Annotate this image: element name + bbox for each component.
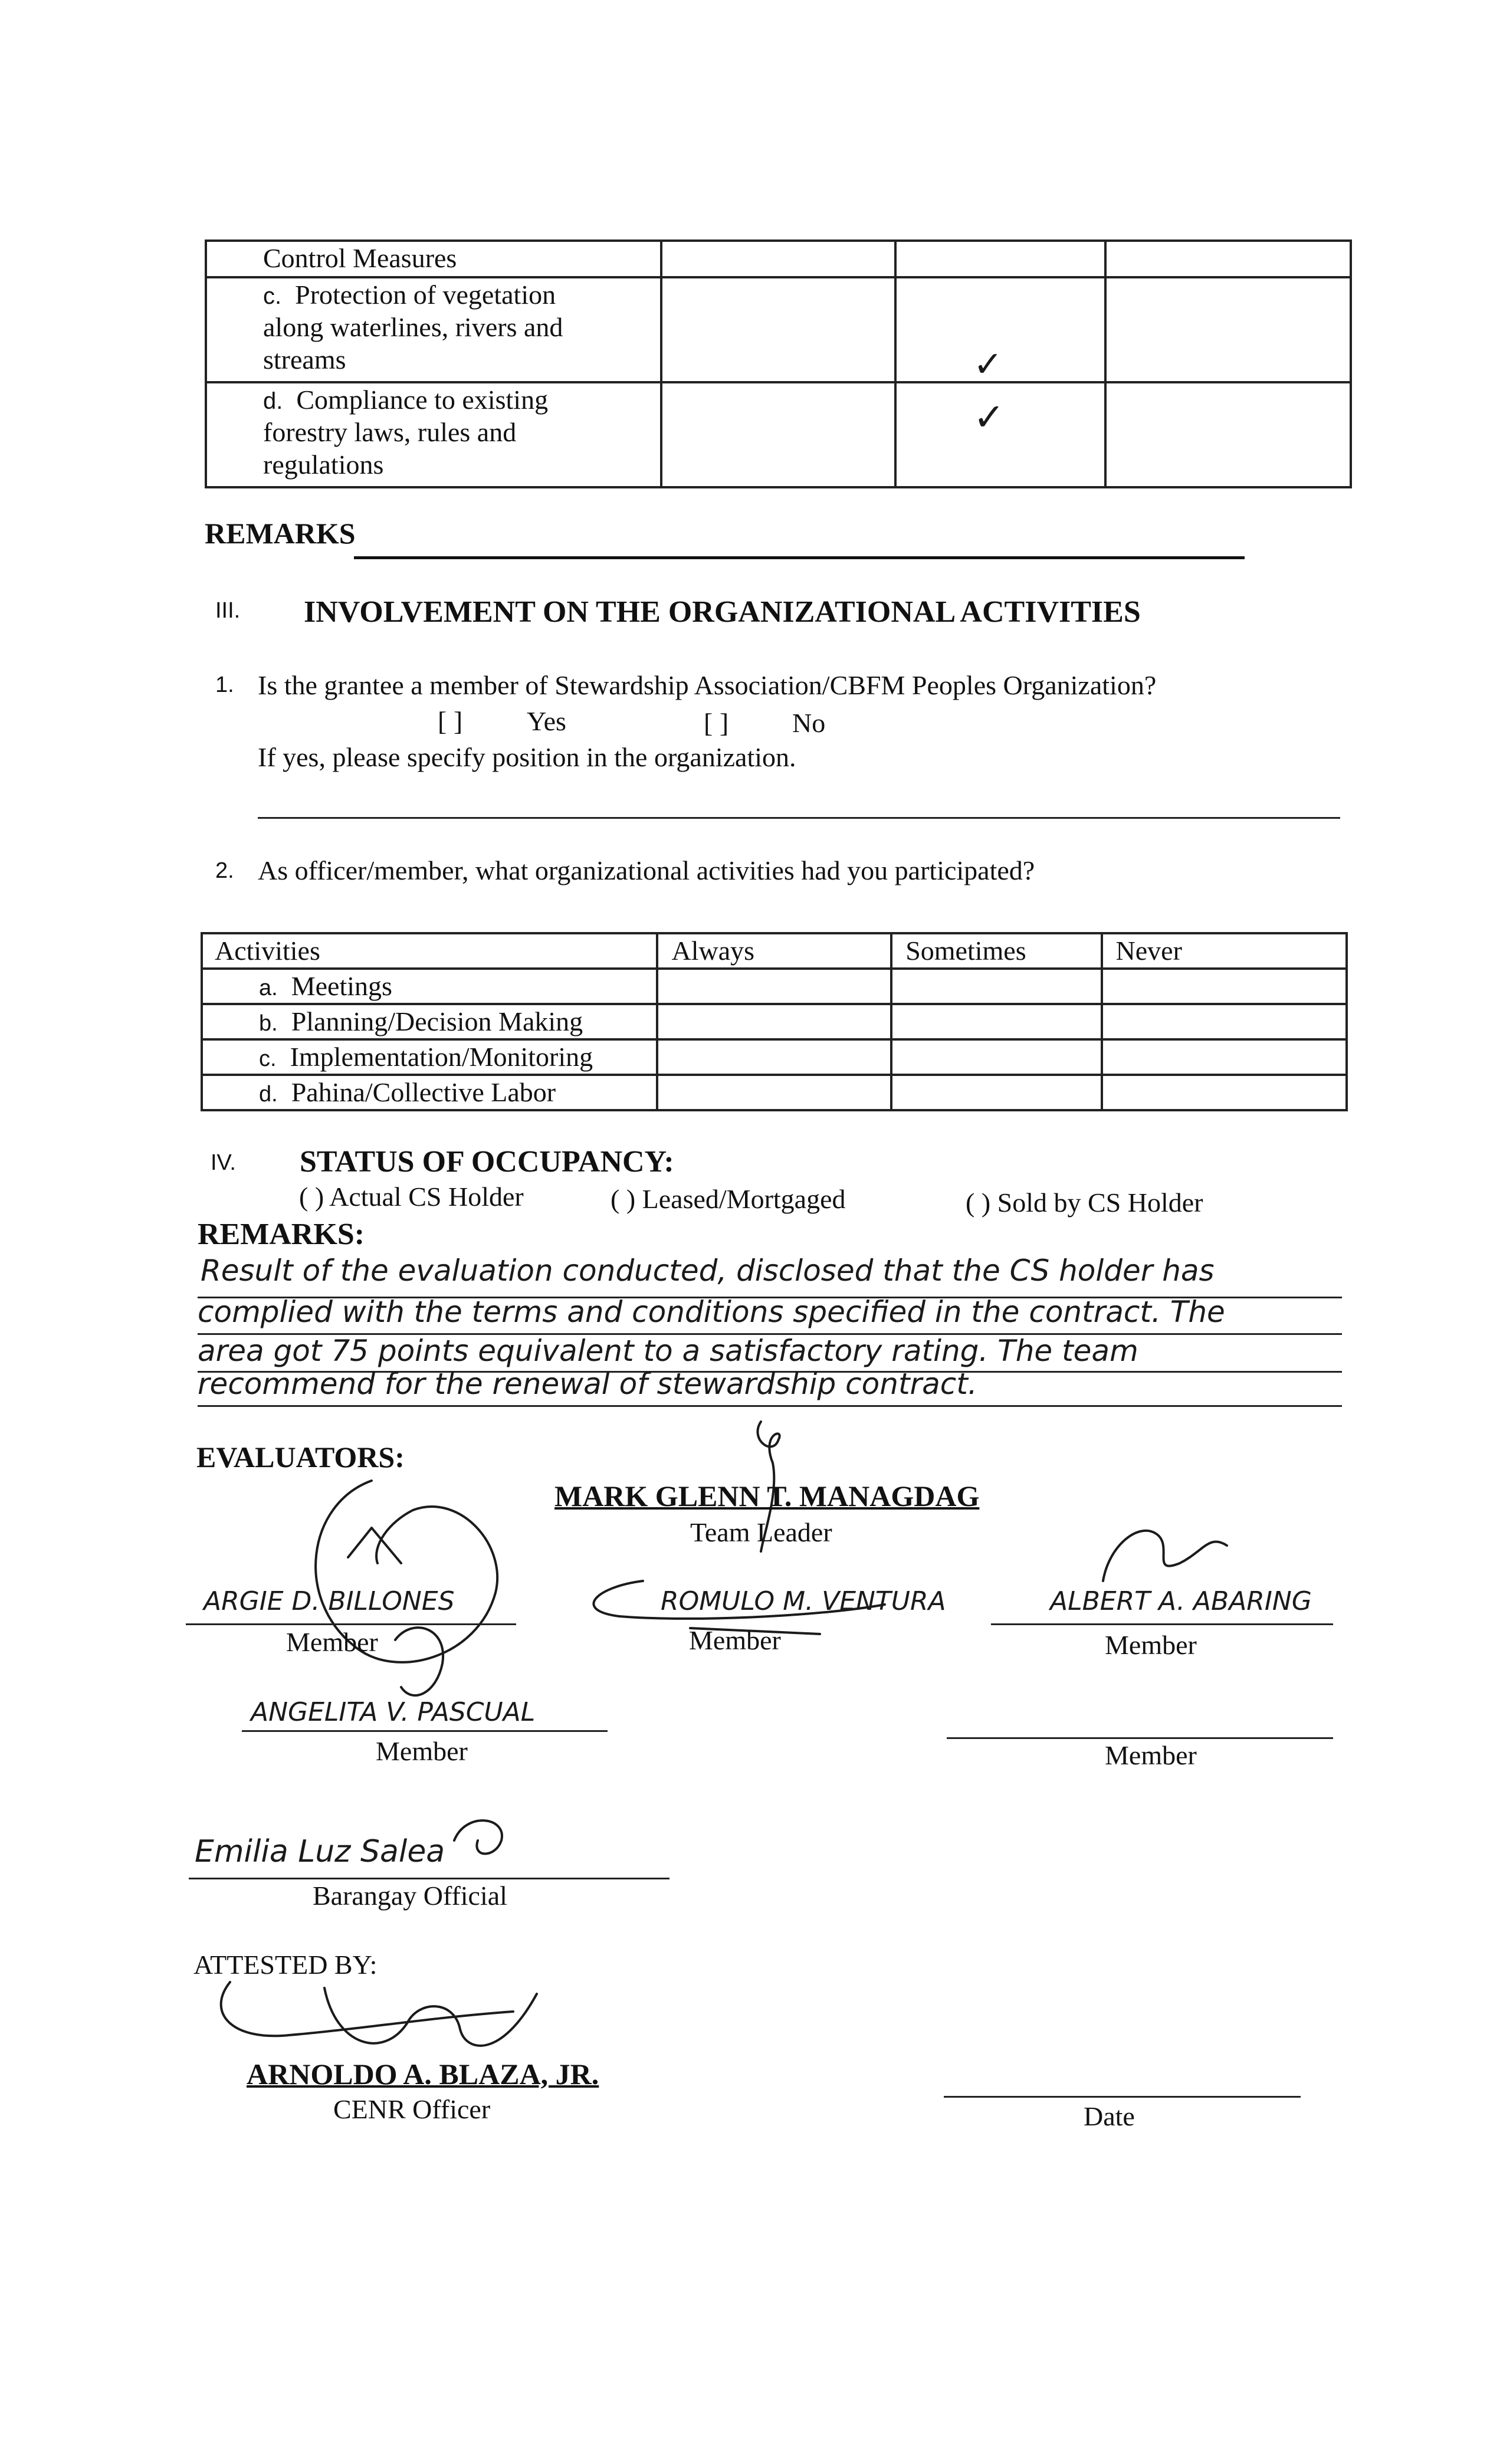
section-title: INVOLVEMENT ON THE ORGANIZATIONAL ACTIVITIES (304, 595, 1141, 629)
table-row (202, 933, 1347, 969)
remarks-handwriting-line: recommend for the renewal of stewardship contract. (198, 1367, 977, 1401)
member-2-role: Member (689, 1625, 781, 1655)
member-4-role: Member (376, 1736, 468, 1766)
date-line[interactable] (944, 2096, 1301, 2098)
member-2-name: ROMULO M. VENTURA (661, 1586, 946, 1616)
remarks-handwriting-line: complied with the terms and conditions specified in the contract. The (198, 1295, 1225, 1329)
table-row: d. Pahina/Collective Labor (202, 1075, 1347, 1110)
yes-checkbox[interactable]: [ ] (438, 706, 463, 736)
option-actual-holder[interactable]: ( ) Actual CS Holder (299, 1182, 524, 1212)
control-measures-table (205, 239, 1352, 488)
barangay-official-name: Emilia Luz Salea (195, 1834, 445, 1869)
cenr-officer-role: CENR Officer (333, 2094, 491, 2124)
yes-label: Yes (527, 706, 566, 736)
activities-table (201, 932, 1348, 1111)
table-row: c. Implementation/Monitoring (202, 1039, 1347, 1075)
signature-line (242, 1730, 608, 1732)
question-number: 1. (215, 672, 234, 697)
table-row (206, 277, 1351, 382)
signature-line[interactable] (947, 1737, 1333, 1739)
measure-cell: c. Protection of vegetation along waterlines, rivers and streams (206, 277, 661, 382)
section-title: STATUS OF OCCUPANCY: (300, 1145, 674, 1179)
no-checkbox[interactable]: [ ] (704, 708, 729, 738)
member-1-role: Member (286, 1627, 378, 1657)
member-5-role: Member (1105, 1740, 1197, 1770)
remarks-handwriting-line: area got 75 points equivalent to a satisfactory rating. The team (198, 1334, 1138, 1368)
member-3-name: ALBERT A. ABARING (1050, 1586, 1312, 1616)
followup-text: If yes, please specify position in the organization. (258, 742, 796, 772)
signature-line (991, 1623, 1333, 1625)
option-sold[interactable]: ( ) Sold by CS Holder (966, 1187, 1203, 1218)
check-mark: ✓ (973, 344, 1003, 385)
control-measures-header: Control Measures (206, 241, 661, 277)
activities-header: Activities (202, 933, 657, 969)
date-label: Date (1084, 2101, 1135, 2131)
never-header: Never (1102, 933, 1347, 969)
member-4-name: ANGELITA V. PASCUAL (251, 1697, 536, 1727)
signature-line (189, 1878, 669, 1879)
member-1-name: ARGIE D. BILLONES (204, 1586, 455, 1616)
question-text: Is the grantee a member of Stewardship Association/CBFM Peoples Organization? (258, 670, 1157, 700)
member-3-role: Member (1105, 1630, 1197, 1660)
remarks-label: REMARKS (205, 517, 356, 550)
section-number: IV. (211, 1150, 236, 1175)
barangay-official-signature (437, 1805, 554, 1864)
attested-label: ATTESTED BY: (193, 1950, 378, 1980)
sometimes-header: Sometimes (891, 933, 1101, 969)
position-input-line[interactable] (258, 817, 1340, 819)
barangay-official-role: Barangay Official (313, 1881, 507, 1911)
no-label: No (792, 708, 826, 738)
remarks-line (198, 1405, 1342, 1407)
always-header: Always (657, 933, 891, 969)
remarks-handwriting-line: Result of the evaluation conducted, disclosed that the CS holder has (201, 1254, 1215, 1288)
team-leader-role: Team Leader (690, 1517, 832, 1547)
question-text: As officer/member, what organizational activities had you participated? (258, 855, 1035, 885)
measure-cell: d. Compliance to existing forestry laws, rules and regulations (206, 382, 661, 487)
team-leader-name: MARK GLENN T. MANAGDAG (554, 1479, 980, 1512)
remarks-label: REMARKS: (198, 1218, 365, 1251)
table-row: b. Planning/Decision Making (202, 1004, 1347, 1039)
question-number: 2. (215, 858, 234, 883)
section-number: III. (215, 598, 241, 623)
evaluators-label: EVALUATORS: (196, 1441, 405, 1474)
option-leased[interactable]: ( ) Leased/Mortgaged (611, 1184, 846, 1214)
cenr-officer-name: ARNOLDO A. BLAZA, JR. (247, 2058, 599, 2091)
remarks-line (354, 556, 1245, 559)
table-row (206, 241, 1351, 277)
table-row: a. Meetings (202, 969, 1347, 1004)
check-mark: ✓ (973, 396, 1005, 439)
table-row (206, 382, 1351, 487)
